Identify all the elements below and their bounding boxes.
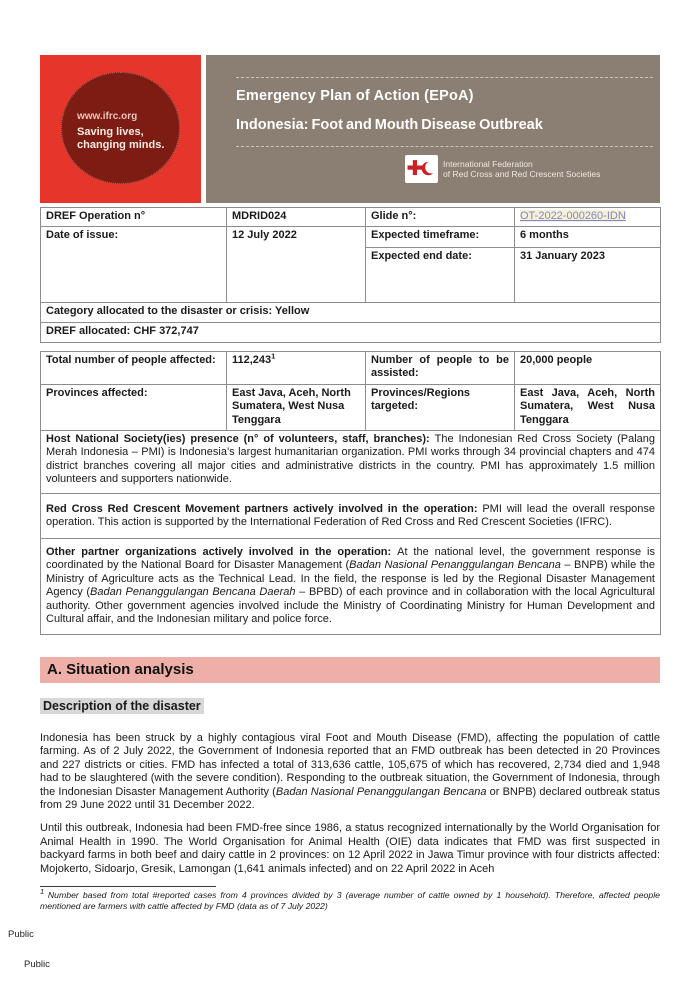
glide-number-label: Glide n°: [366,208,515,227]
footnote-block [40,886,660,911]
regions-targeted-label: Provinces/Regions targeted: [366,384,515,430]
footnote-text: $^1$ Number based from total #reported cases from 4 provinces divided by 3 (average number of cattle owned by 1 household). Therefore, affected people mentioned are farmers with cattle affected by FMD (data as of 7 July 2022) [40,887,660,911]
dref-operation-value: MDRID024 [227,208,366,227]
dref-operation-label: DREF Operation n° [41,208,227,227]
provinces-affected-label: Provinces affected: [41,384,227,430]
ifrc-tagline-line1: Saving lives, [77,126,144,138]
glide-number-cell [515,208,661,227]
page-content [40,55,660,911]
document-title: Emergency Plan of Action (EPoA) [236,88,474,104]
ifrc-tagline-line2: changing minds. [77,139,165,151]
date-of-issue-label: Date of issue: [41,226,227,302]
dref-allocated-row: DREF allocated: CHF 372,747 [41,322,661,342]
document-header [40,55,660,203]
movement-partners-row: Red Cross Red Crescent Movement partners actively involved in the operation: PMI will lead the overall response operation. This action is supported by the International Federation of Red Cross and Red Crescent Societies (IFRC). [41,493,661,538]
date-of-issue-value: 12 July 2022 [227,226,366,302]
federation-logo [405,155,600,183]
public-classification-label-2: Public [24,959,50,970]
title-banner [206,55,660,203]
red-cross-red-crescent-icon [405,155,438,183]
ifrc-brand-block [40,55,201,203]
subsection-heading-text: Description of the disaster [40,698,204,714]
expected-timeframe-value: 6 months [515,226,661,247]
expected-timeframe-label: Expected timeframe: [366,226,515,247]
people-assisted-value: 20,000 people [515,351,661,384]
other-partners-row: Other partner organizations actively involved in the operation: At the national level, the government response is coordinated by the National Board for Disaster Management (Badan Nasional Penanggulangan Bencana – BNPB) while the Ministry of Agriculture acts as the Technical Lead. In the field, the response is led by the Regional Disaster Management Agency (Badan Penanggulangan Bencana Daerah – BPBD) of each province and in collaboration with the local Agricultural authority. Other government agencies involved include the Ministry of Coordinating Ministry for Human Development and Cultural affair, and the Indonesian military and police force. [41,538,661,634]
ifrc-website-text: www.ifrc.org [77,111,138,122]
host-national-society-row: Host National Society(ies) presence (n° of volunteers, staff, branches): The Indonesian Red Cross Society (Palang Merah Indonesia – PMI) is Indonesia’s largest humanitarian organization. PMI works through 34 provincial chapters and 474 district branches covering all major cities and administrative districts in the country. PMI has approximately 1.5 million volunteers and supporters nationwide. [41,430,661,493]
footnote-ref-1: 1 [271,350,276,360]
expected-end-date-value: 31 January 2023 [515,247,661,302]
ifrc-brand-text [77,111,164,152]
section-title-situation-analysis: A. Situation analysis [40,657,660,683]
glide-number-link[interactable]: OT-2022-000260-IDN [520,210,626,222]
public-classification-label-1: Public [8,929,34,940]
expected-end-date-label: Expected end date: [366,247,515,302]
category-allocated-row: Category allocated to the disaster or crisis: Yellow [41,302,661,322]
situation-paragraph-1: Indonesia has been struck by a highly contagious viral Foot and Mouth Disease (FMD), affecting the population of cattle farming. As of 2 July 2022, the Government of Indonesia reported that an FMD outbreak has been detected in 20 Provinces and 227 districts or cities. FMD has infected a total of 313,636 cattle, 105,675 of which has recovered, 2,734 died and 1,948 had to be slaughtered (with the severe condition). Responding to the outbreak situation, the Government of Indonesia, through the Indonesian Disaster Management Authority (Badan Nasional Penanggulangan Bencana or BNPB) declared outbreak status from 29 June 2022 until 31 December 2022. [40,731,660,812]
federation-name [443,159,600,180]
federation-name-line1: International Federation [443,158,533,169]
impact-table [40,351,661,635]
footnote-divider [40,886,216,887]
situation-paragraph-2: Until this outbreak, Indonesia had been FMD-free since 1986, a status recognized internationally by the World Organisation for Animal Health in 1990. The World Organisation for Animal Health (OIE) data indicates that FMD was first suspected in backyard farms in both beef and dairy cattle in 2 provinces: on 12 April 2022 in Jawa Timur province with four districts affected: Mojokerto, Sidoarjo, Gresik, Lamongan (1,641 animals infected) and on 22 April 2022 in Aceh [40,822,660,875]
subsection-heading [40,699,660,713]
people-affected-label: Total number of people affected: [41,351,227,384]
people-assisted-label: Number of people to be assisted: [366,351,515,384]
people-affected-value: 112,243$^1$ [227,351,366,384]
regions-targeted-value: East Java, Aceh, North Sumatera, West Nusa Tenggara [515,384,661,430]
federation-name-line2: of Red Cross and Red Crescent Societies [443,169,601,179]
provinces-affected-value: East Java, Aceh, North Sumatera, West Nusa Tenggara [227,384,366,430]
ifrc-brand-circle [61,72,180,184]
operation-info-table [40,207,661,343]
title-divider-bottom [236,146,653,147]
document-subtitle: Indonesia: Foot and Mouth Disease Outbreak [236,117,543,133]
title-divider-top [236,77,653,78]
